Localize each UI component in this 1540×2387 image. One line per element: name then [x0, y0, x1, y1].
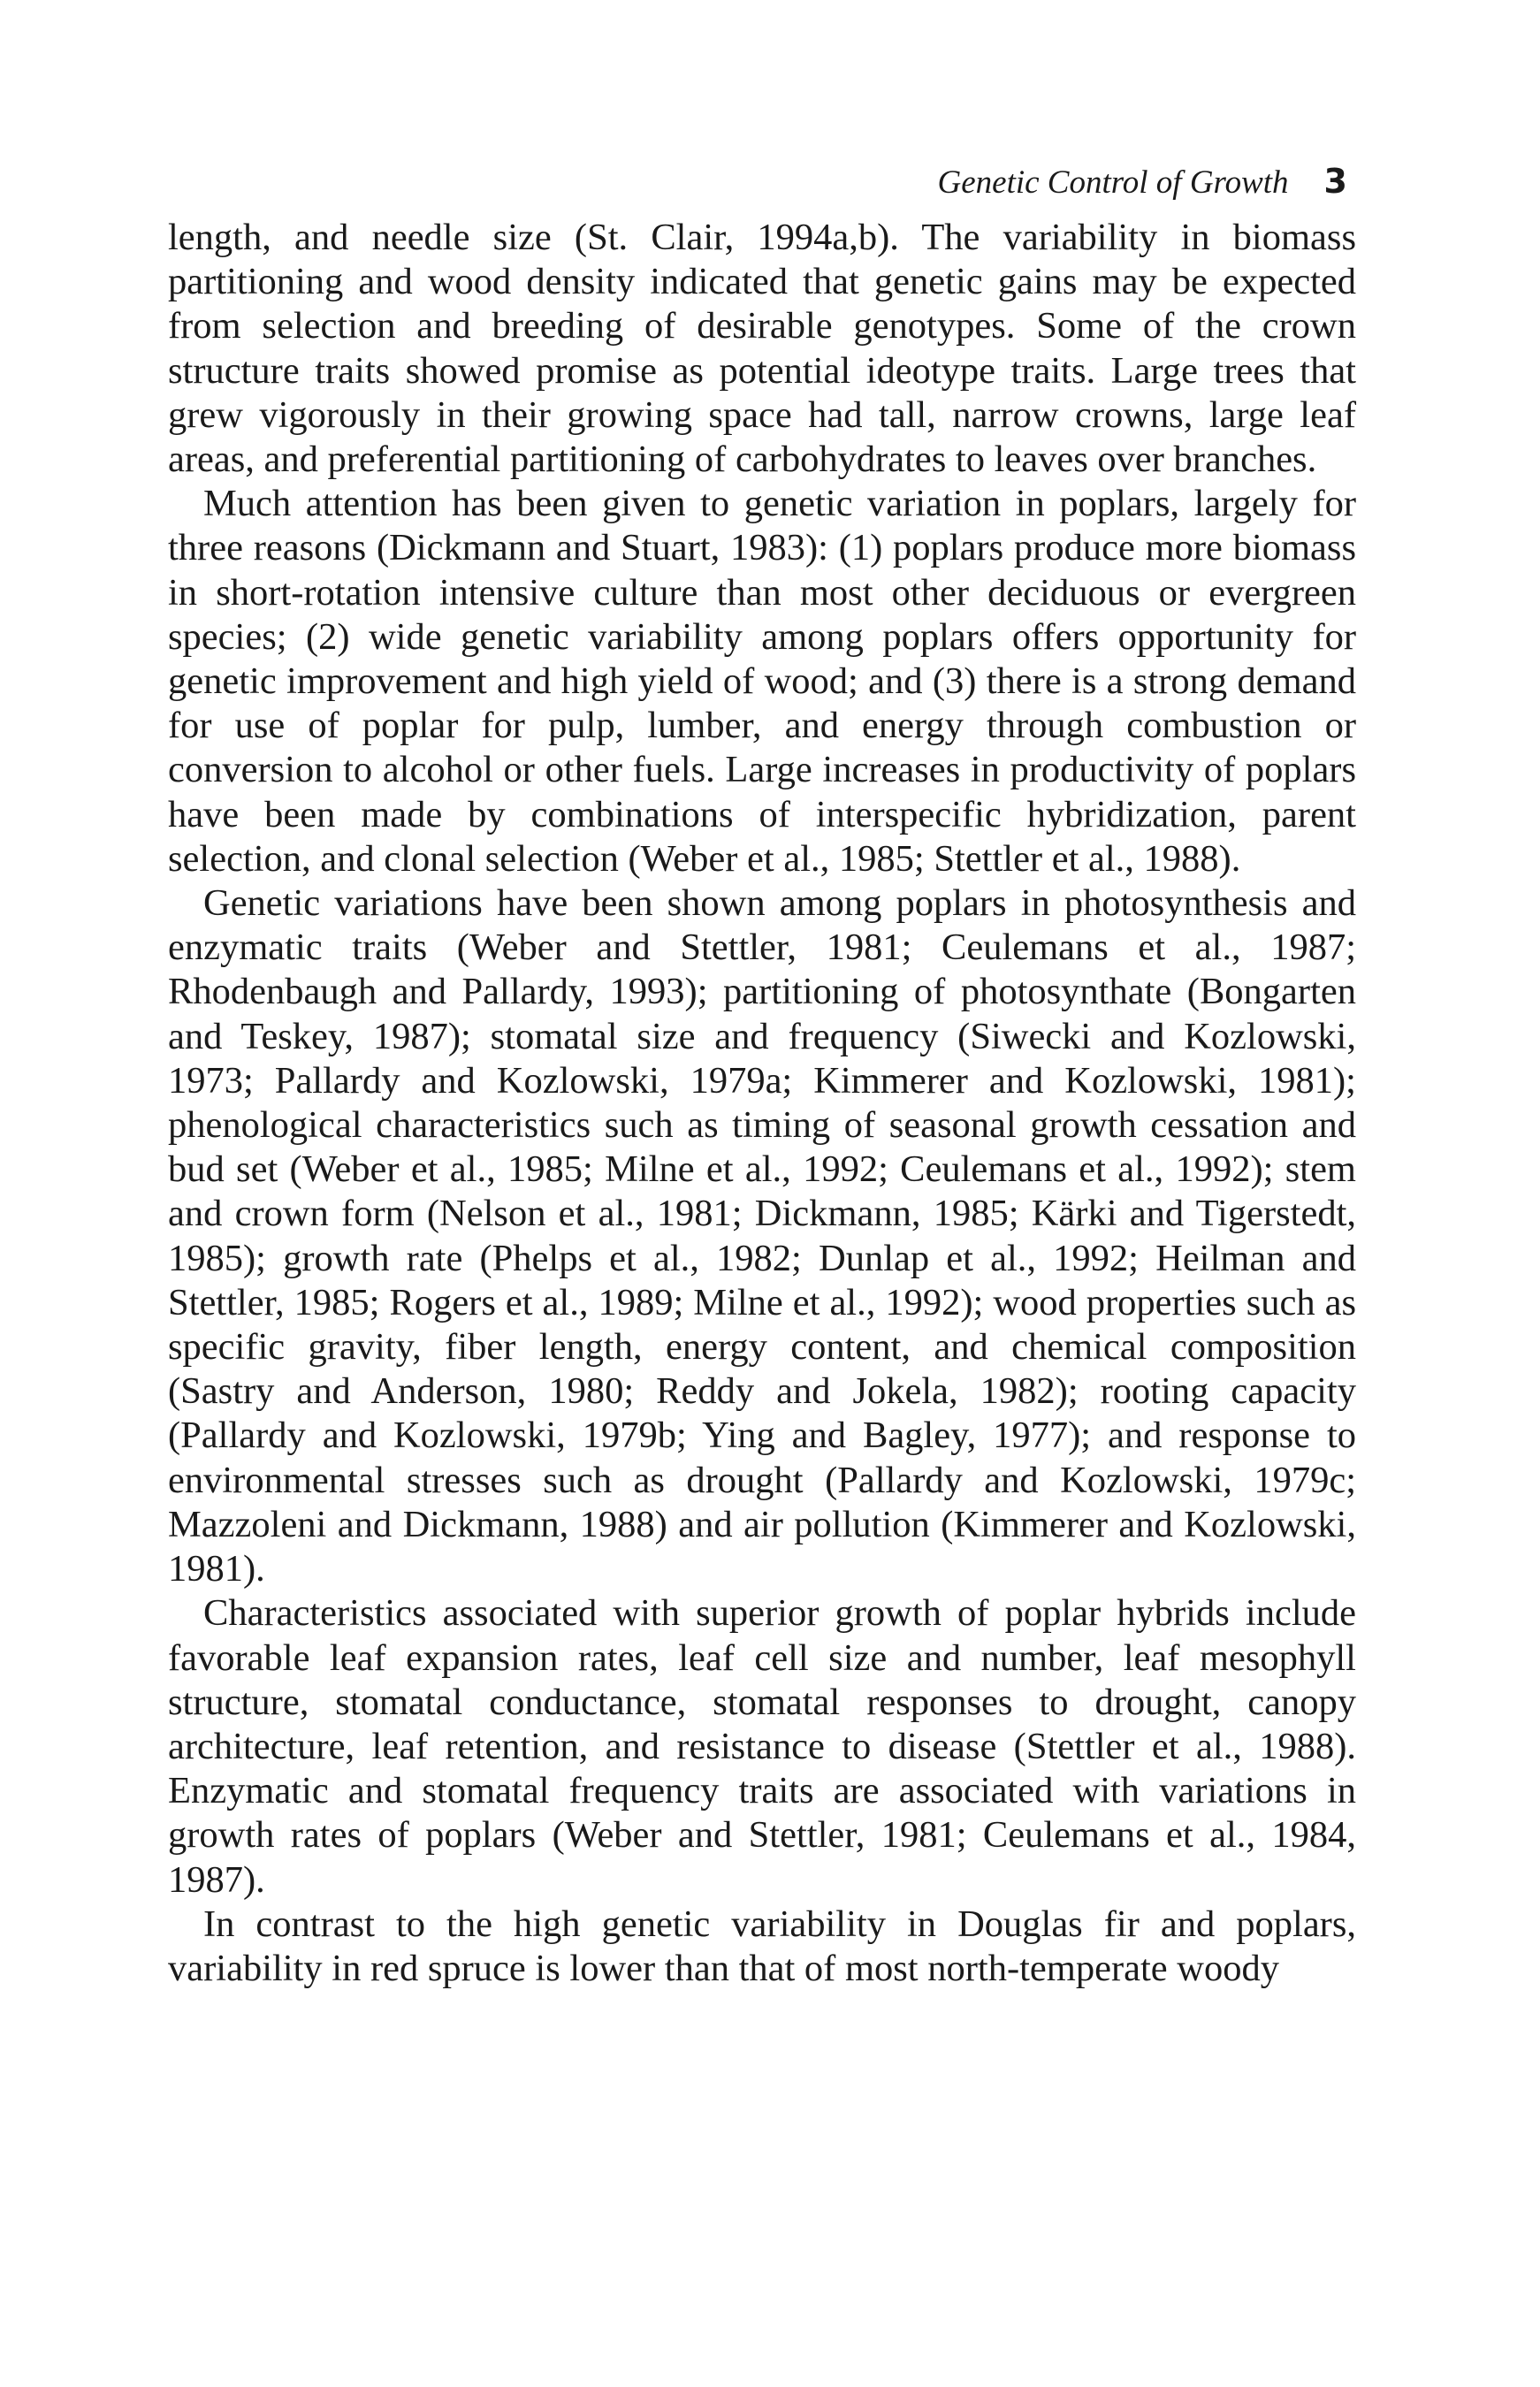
running-head	[938, 161, 1348, 203]
paragraph-characteristics: Characteristics associated with superior growth of poplar hybrids include favorable leaf expansion rates, leaf cell size and number, leaf mesophyll structure, stomatal conductance, stomatal responses to drought, canopy architecture, leaf retention, and resistance to disease (Stettler et al., 1988). Enzymatic and stomatal frequency traits are associated with variations in growth rates of poplars (Weber and Stettler, 1981; Ceulemans et al., 1984, 1987).	[168, 1592, 1356, 1901]
paragraph-continued: length, and needle size (St. Clair, 1994a,b). The variability in biomass partitioning and wood density indicated that genetic gains may be expected from selection and breeding of desirable genotypes. Some of the crown structure traits showed promise as potential ideotype traits. Large trees that grew vigorously in their growing space had tall, narrow crowns, large leaf areas, and preferential partitioning of carbohydrates to leaves over branches.	[168, 217, 1356, 481]
page-number: 3	[1323, 162, 1347, 201]
paragraph-genetic-variations: Genetic variations have been shown among poplars in photosynthesis and enzymatic traits (Weber and Stettler, 1981; Ceulemans et al., 1987; Rhodenbaugh and Pallardy, 1993); partitioning of photosynthate (Bongarten and Teskey, 1987); stomatal size and frequency (Siwecki and Kozlowski, 1973; Pallardy and Kozlowski, 1979a; Kimmerer and Kozlowski, 1981); phenological characteristics such as timing of seasonal growth cessation and bud set (Weber et al., 1985; Milne et al., 1992; Ceulemans et al., 1992); stem and crown form (Nelson et al., 1981; Dickmann, 1985; Kärki and Tigerstedt, 1985); growth rate (Phelps et al., 1982; Dunlap et al., 1992; Heilman and Stettler, 1985; Rogers et al., 1989; Milne et al., 1992); wood properties such as specific gravity, fiber length, energy content, and chemical composition (Sastry and Anderson, 1980; Reddy and Jokela, 1982); rooting capacity (Pallardy and Kozlowski, 1979b; Ying and Bagley, 1977); and response to environmental stresses such as drought (Pallardy and Kozlowski, 1979c; Mazzoleni and Dickmann, 1988) and air pollution (Kimmerer and Kozlowski, 1981).	[168, 882, 1356, 1590]
paragraph-poplar-attention: Much attention has been given to genetic variation in poplars, largely for three reasons (Dickmann and Stuart, 1983): (1) poplars produce more biomass in short-rotation intensive culture than most other deciduous or evergreen species; (2) wide genetic variability among poplars offers opportunity for genetic improvement and high yield of wood; and (3) there is a strong demand for use of poplar for pulp, lumber, and energy through combustion or conversion to alcohol or other fuels. Large increases in productivity of poplars have been made by combinations of interspecific hybridization, parent selection, and clonal selection (Weber et al., 1985; Stettler et al., 1988).	[168, 483, 1356, 880]
running-title: Genetic Control of Growth	[937, 164, 1289, 201]
body-text	[168, 216, 1356, 1991]
paragraph-red-spruce: In contrast to the high genetic variability in Douglas fir and poplars, variability in red spruce is lower than that of most north-temperate woody	[168, 1903, 1356, 1989]
